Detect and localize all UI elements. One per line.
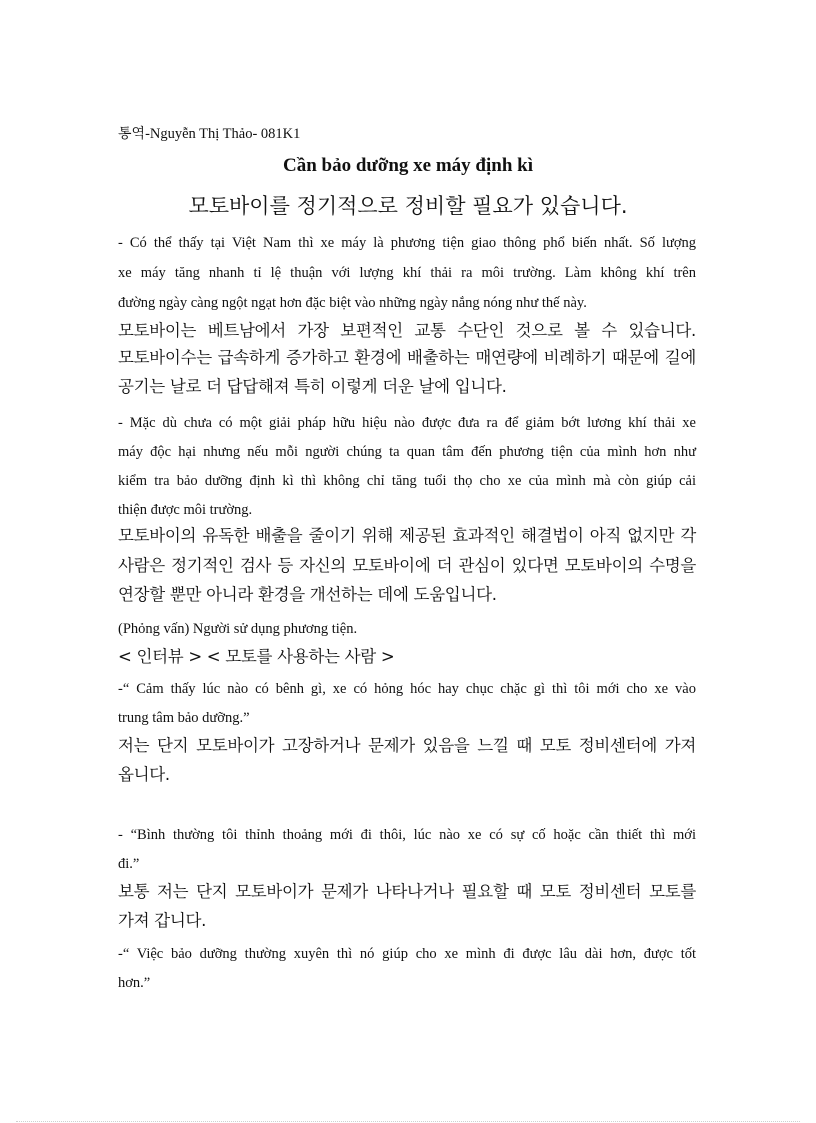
text-line: 보통 저는 단지 모토바이가 문제가 나타나거나 필요할 때 모토 정비센터 모토를 <box>118 882 696 901</box>
text-line: 모토바이수는 급속하게 증가하고 환경에 배출하는 매연량에 비례하기 때문에 길에 <box>118 348 696 367</box>
title-vietnamese: Cần bảo dưỡng xe máy định kì <box>283 155 533 176</box>
text-line: đi.” <box>118 856 140 872</box>
text-line: hơn.” <box>118 975 151 991</box>
text-line: thiện được môi trường. <box>118 502 253 518</box>
text-line: -“ Cảm thấy lúc nào có bênh gì, xe có hỏng hóc hay chục chặc gì thì tôi mới cho xe vào <box>118 681 696 697</box>
text-line: xe máy tăng nhanh tỉ lệ thuận với lượng khí thải ra môi trường. Làm không khí trên <box>118 265 696 281</box>
text-line: - “Bình thường tôi thỉnh thoảng mới đi thôi, lúc nào xe có sự cố hoặc cần thiết thì mới <box>118 827 696 843</box>
page-bottom-border <box>16 1121 800 1122</box>
author-header <box>118 125 696 143</box>
text-line: - Mặc dù chưa có một giải pháp hữu hiệu nào được đưa ra để giảm bớt lương khí thải xe <box>118 415 696 431</box>
text-line: trung tâm bảo dưỡng.” <box>118 710 250 726</box>
text-line: -“ Việc bảo dưỡng thường xuyên thì nó giúp cho xe mình đi được lâu dài hơn, được tốt <box>118 946 696 962</box>
interview-label-ko: < 인터뷰 > < 모토를 사용하는 사람 > <box>118 647 395 666</box>
text-line: 저는 단지 모토바이가 고장하거나 문제가 있음을 느낄 때 모토 정비센터에 가져 <box>118 736 696 755</box>
text-line: 연장할 뿐만 아니라 환경을 개선하는 데에 도움입니다. <box>118 585 497 604</box>
text-line: - Có thể thấy tại Việt Nam thì xe máy là phương tiện giao thông phổ biến nhất. Số lượng <box>118 235 696 251</box>
text-line: 가져 갑니다. <box>118 911 207 930</box>
text-line: 공기는 날로 더 답답해져 특히 이렇게 더운 날에 입니다. <box>118 377 507 396</box>
text-line: kiểm tra bảo dưỡng định kì thì không chỉ tăng tuổi thọ cho xe của mình mà còn giúp cải <box>118 473 696 489</box>
text-line: 옵니다. <box>118 765 170 784</box>
header-prefix-ko: 통역 <box>118 126 146 142</box>
text-line: đường ngày càng ngột ngạt hơn đặc biệt vào những ngày nắng nóng như thế này. <box>118 295 587 311</box>
header-author: -Nguyễn Thị Thảo- 081K1 <box>145 126 301 142</box>
interview-label-vi: (Phỏng vấn) Người sử dụng phương tiện. <box>118 621 358 637</box>
text-line: máy độc hại nhưng nếu mỗi người chúng ta quan tâm đến phương tiện của mình hơn như <box>118 444 696 460</box>
text-line: 모토바이는 베트남에서 가장 보편적인 교통 수단인 것으로 볼 수 있습니다. <box>118 321 696 340</box>
title-korean: 모토바이를 정기적으로 정비할 필요가 있습니다. <box>188 194 628 218</box>
text-line: 사람은 정기적인 검사 등 자신의 모토바이에 더 관심이 있다면 모토바이의 수명을 <box>118 556 696 575</box>
text-line: 모토바이의 유독한 배출을 줄이기 위해 제공된 효과적인 해결법이 아직 없지만 각 <box>118 526 696 545</box>
